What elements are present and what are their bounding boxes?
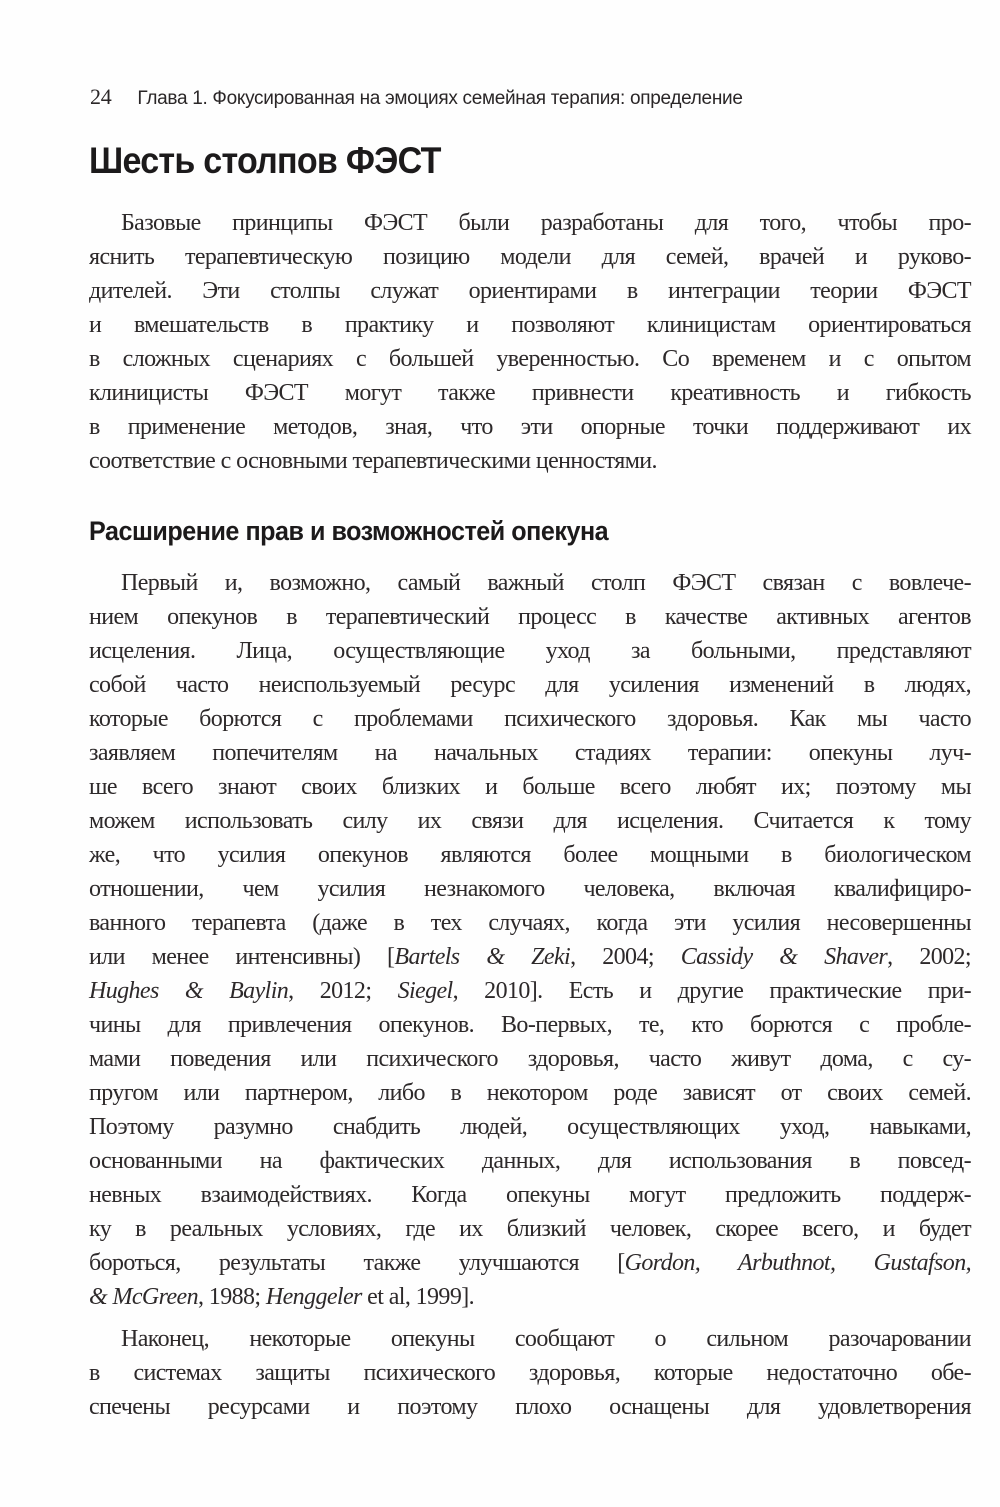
text-line: исцеления. Лица, осуществляющие уход за больными, представляют [89,638,971,664]
text-line: же, что усилия опекунов являются более мощными в биологическом [89,842,971,868]
text-line: Наконец, некоторые опекуны сообщают о сильном разочаровании [121,1326,971,1352]
text-line: нием опекунов в терапевтический процесс в качестве активных агентов [89,604,971,630]
text-line: чины для привлечения опекунов. Во-первых, те, кто борются с пробле- [89,1012,971,1038]
text-line: Базовые принципы ФЭСТ были разработаны для того, чтобы про- [121,210,971,236]
text-line: дителей. Эти столпы служат ориентирами в интеграции теории ФЭСТ [89,278,971,304]
text-line: можем использовать силу их связи для исцеления. Считается к тому [89,808,971,834]
text-line: спечены ресурсами и поэтому плохо оснащены для удовлетворения [89,1394,971,1420]
text-line: в системах защиты психического здоровья, которые недостаточно обе- [89,1360,971,1386]
text-line: клиницисты ФЭСТ могут также привнести креативность и гибкость [89,380,971,406]
citation-author: & McGreen [89,1284,198,1310]
text-line: которые борются с проблемами психического здоровья. Как мы часто [89,706,971,732]
text-line: в сложных сценариях с большей уверенностью. Со временем и с опытом [89,346,971,372]
citation-line: Hughes & Baylin, 2012; Siegel, 2010]. Есть и другие практические при- [89,978,971,1004]
text-line: в применение методов, зная, что эти опорные точки поддерживают их [89,414,971,440]
text-line: соответствие с основными терапевтическими ценностями. [89,448,657,474]
section-heading: Шесть столпов ФЭСТ [89,140,441,181]
text-line: отношении, чем усилия незнакомого человека, включая квалифициро- [89,876,971,902]
chapter-title: Глава 1. Фокусированная на эмоциях семейная терапия: определение [137,88,743,109]
running-head [90,84,743,114]
citation-author: Henggeler [265,1284,362,1310]
citation-line: или менее интенсивны) [Bartels & Zeki, 2004; Cassidy & Shaver, 2002; [89,944,971,970]
text-line: ше всего знают своих близких и больше всего любят их; поэтому мы [89,774,971,800]
text-line: пругом или партнером, либо в некотором роде зависят от своих семей. [89,1080,971,1106]
page-number: 24 [90,84,112,109]
citation-author: Cassidy & Shaver [680,944,888,970]
text-line: Поэтому разумно снабдить людей, осуществляющих уход, навыками, [89,1114,971,1140]
text-line: собой часто неиспользуемый ресурс для усиления изменений в людях, [89,672,971,698]
text-line: основанными на фактических данных, для использования в повсед- [89,1148,971,1174]
text-line: Первый и, возможно, самый важный столп ФЭСТ связан с вовлече- [121,570,971,596]
text-line: и вмешательств в практику и позволяют клиницистам ориентироваться [89,312,971,338]
text-line: мами поведения или психического здоровья, часто живут дома, с су- [89,1046,971,1072]
text-line: невных взаимодействиях. Когда опекуны могут предложить поддерж- [89,1182,971,1208]
citation-author: Hughes & Baylin [89,978,289,1004]
text-line: ку в реальных условиях, где их близкий человек, скорее всего, и будет [89,1216,971,1242]
text-line: заявляем попечителям на начальных стадиях терапии: опекуны луч- [89,740,971,766]
subsection-heading: Расширение прав и возможностей опекуна [89,516,609,546]
citation-author: Gordon, Arbuthnot, Gustafson, [624,1250,971,1276]
citation-author: Siegel [397,978,453,1004]
text-line: яснить терапевтическую позицию модели для семей, врачей и руково- [89,244,971,270]
citation-author: Bartels & Zeki [394,944,571,970]
citation-line: бороться, результаты также улучшаются [Gordon, Arbuthnot, Gustafson, [89,1250,971,1276]
text-line: ванного терапевта (даже в тех случаях, когда эти усилия несовершенны [89,910,971,936]
citation-line: & McGreen, 1988; Henggeler et al, 1999]. [89,1284,475,1310]
